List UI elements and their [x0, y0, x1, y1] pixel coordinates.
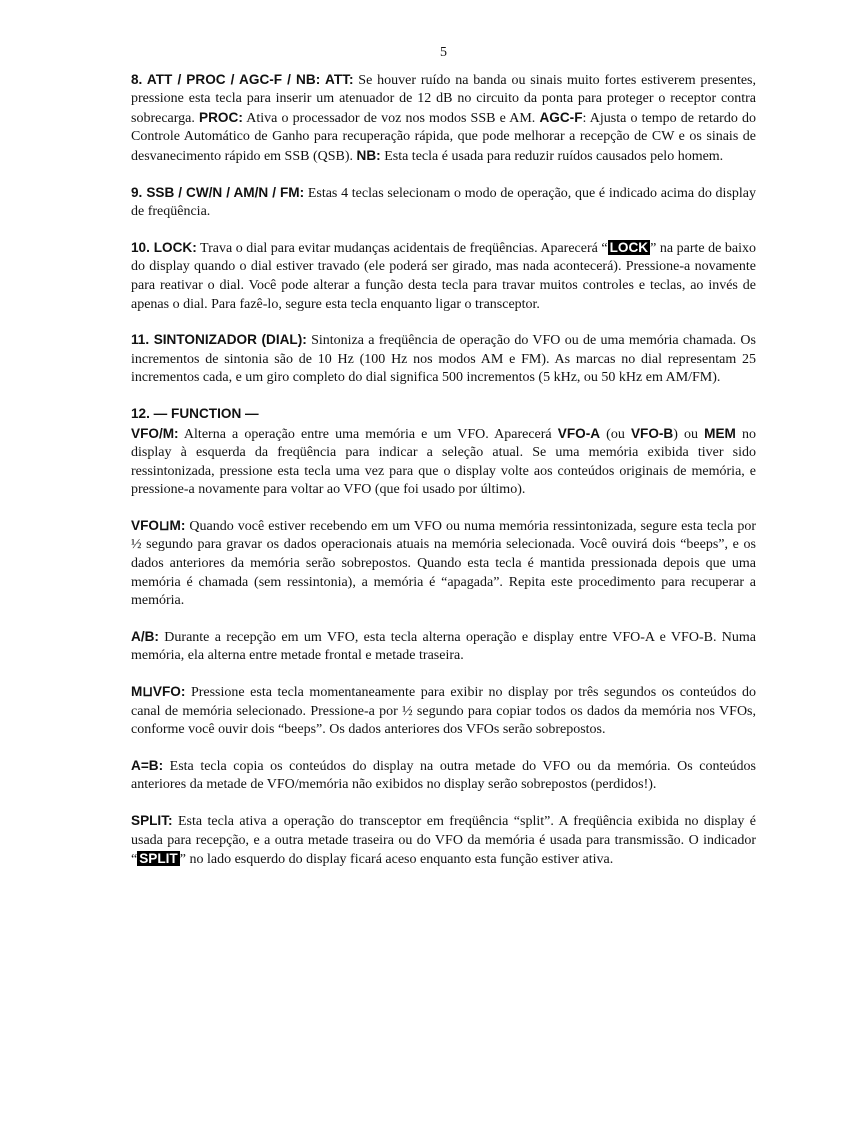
vfo-m-text-2: (ou [600, 426, 631, 442]
document-page [131, 44, 756, 887]
split-item [131, 812, 756, 870]
section-10-heading: 10. LOCK: [131, 239, 197, 255]
vfo-a-term: VFO-A [557, 425, 601, 441]
agc-text: : Ajusta o tempo de retardo do Controle Automático de Ganho para recuperação rápida, que pode melhorar a recepção de CW e os sinais de desvanecimento rápido em SSB (QSB). [131, 110, 756, 164]
section-8 [131, 71, 756, 167]
function-heading: 12. — FUNCTION — [131, 405, 259, 421]
section-9 [131, 184, 756, 222]
section-10-text-1: Trava o dial para evitar mudanças acidentais de freqüências. Aparecerá “ [196, 240, 608, 256]
att-label: ATT: [325, 71, 354, 87]
section-12-heading [131, 405, 756, 425]
split-label: SPLIT: [131, 813, 173, 828]
a-equals-b-item [131, 757, 756, 795]
nb-label: NB: [356, 147, 381, 163]
section-10-text-2: ” na parte de baixo do display quando o dial estiver travado (ele poderá ser girado, mas nada acontecerá). Pressione-a novamente para reativar o dial. Você pode alterar a função desta tecla para travar muitos controles e teclas, ao invés de apenas o dial. Para fazê-lo, segure esta tecla enquanto ligar o transceptor. [131, 240, 756, 312]
section-9-text: Estas 4 teclas selecionam o modo de operação, que é indicado acima do display de freqüência. [131, 185, 757, 220]
m-to-vfo-label: M⊔VFO: [131, 684, 186, 700]
vfo-m-item [131, 425, 756, 500]
section-11-heading: 11. SINTONIZADOR (DIAL): [131, 332, 307, 348]
split-text-1: Esta tecla ativa a operação do transceptor em freqüência “split”. A freqüência exibida no display é usada para recepção, e a outra metade traseira ou do VFO da memória é usada para transmissão. O indicador “ [131, 814, 756, 868]
att-text: Se houver ruído na banda ou sinais muito fortes estiverem presentes, pressione esta tecla para inserir um atenuador de 12 dB no circuito da ponta para proteger o receptor contra sobrecarga. [131, 72, 757, 126]
agc-label: AGC-F [539, 109, 583, 125]
a-equals-b-text: Esta tecla copia os conteúdos do display na outra metade do VFO ou da memória. Os conteúdos anteriores da metade de VFO/memória não exibidos no display serão sobrepostos (perdidos!). [131, 758, 756, 793]
vfo-m-text-3: ) ou [673, 426, 705, 442]
a-b-item [131, 628, 756, 666]
vfo-m-text-1: Alterna a operação entre uma memória e um VFO. Aparecerá [178, 426, 558, 442]
section-11-text: Sintoniza a freqüência de operação do VFO ou de uma memória chamada. Os incrementos de sintonia são de 10 Hz (100 Hz nos modos AM e FM). As marcas no dial representam 25 incrementos cada, e um giro completo do dial significa 500 incrementos (5 kHz, ou 50 kHz em AM/FM). [131, 333, 756, 386]
m-to-vfo-text: Pressione esta tecla momentaneamente para exibir no display por três segundos os conteúdos do canal de memória selecionado. Pressione-a por ½ segundo para copiar todos os dados da memória nos VFOs, conforme você ouvir dois “beeps”. Os dados anteriores dos VFOs serão sobrepostos. [131, 685, 756, 738]
a-b-label: A/B: [131, 628, 159, 644]
lock-indicator: LOCK [609, 239, 649, 255]
vfo-m-label: VFO/M: [131, 425, 179, 441]
a-b-text: Durante a recepção em um VFO, esta tecla alterna operação e display entre VFO-A e VFO-B. Numa memória, ela alterna entre metade frontal e metade traseira. [131, 629, 756, 664]
split-indicator: SPLIT [139, 851, 178, 867]
proc-text: Ativa o processador de voz nos modos SSB e AM. [242, 110, 540, 126]
vfo-b-term: VFO-B [630, 425, 674, 441]
section-9-heading: 9. SSB / CW/N / AM/N / FM: [131, 184, 305, 200]
vfo-to-m-item [131, 517, 756, 611]
section-11 [131, 331, 756, 388]
section-10 [131, 239, 756, 314]
split-text-2: ” no lado esquerdo do display ficará aceso enquanto esta função estiver ativa. [179, 852, 614, 868]
proc-label: PROC: [199, 109, 243, 125]
vfo-to-m-label: VFO⊔M: [131, 517, 186, 533]
m-to-vfo-item [131, 683, 756, 740]
vfo-m-text-4: no display à esquerda da freqüência para indicar a seleção atual. Se uma memória exibida tiver sido ressintonizada, pressione esta tecla uma vez para que o display volte aos conteúdos originais de memória, e pressione-a novamente para voltar ao VFO (que foi usado por último). [131, 426, 756, 498]
nb-text: Esta tecla é usada para reduzir ruídos causados pelo homem. [380, 148, 724, 164]
a-equals-b-label: A=B: [131, 757, 164, 773]
page-number: 5 [440, 45, 447, 60]
mem-term: MEM [704, 425, 736, 441]
vfo-to-m-text: Quando você estiver recebendo em um VFO ou numa memória ressintonizada, segure esta tecla por ½ segundo para gravar os dados operacionais atuais na memória selecionada. Você ouvirá dois “beeps”, e os dados anteriores da memória serão sobrepostos. Quando esta tecla é mantida pressionada depois que uma memória é chamada (sem ressintonia), a memória é “apagada”. Repita este procedimento para recuperar a memória. [131, 518, 756, 609]
section-8-heading: 8. ATT / PROC / AGC-F / NB: [131, 71, 321, 87]
